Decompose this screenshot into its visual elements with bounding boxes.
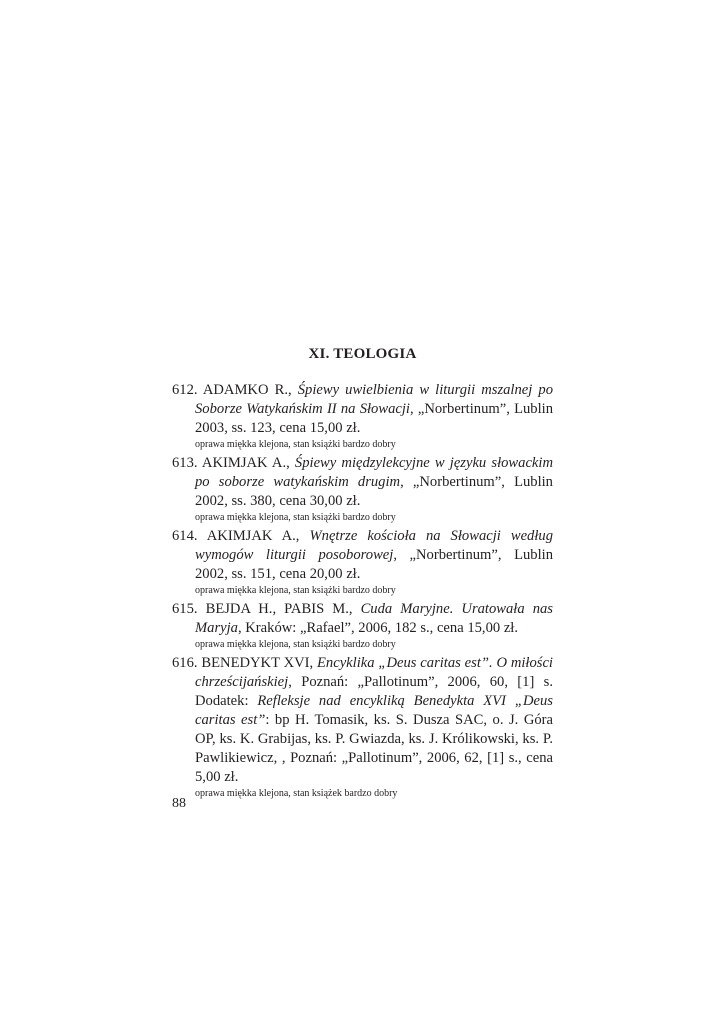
entry-note: oprawa miękka klejona, stan książki bardzo dobry — [195, 439, 396, 450]
catalog-entry — [172, 527, 553, 598]
entry-author: ADAMKO R., — [202, 382, 292, 398]
catalog-entry — [172, 654, 553, 801]
catalog-entry — [172, 600, 553, 652]
section-title: XI. TEOLOGIA — [308, 346, 417, 362]
entry-details: , „Norbertinum”, Lublin 2003, ss. 123, cena 15,00 zł. — [195, 401, 553, 436]
entry-details: , Kraków: „Rafael”, 2006, 182 s., cena 15,00 zł. — [237, 620, 519, 636]
entry-number: 615. — [172, 601, 198, 617]
entry-number: 612. — [172, 382, 198, 398]
entry-title: Encyklika „Deus caritas est”. O miłości chrześcijańskiej — [195, 655, 553, 690]
entry-number: 614. — [172, 528, 198, 544]
catalog-entries — [172, 381, 553, 803]
catalog-entry — [172, 454, 553, 525]
entry-details: , Poznań: „Pallotinum”, 2006, 60, [1] s. Dodatek: — [195, 674, 553, 709]
entry-title: Wnętrze kościoła na Słowacji według wymogów liturgii posoborowej — [195, 528, 553, 563]
entry-details: , „Norbertinum”, Lublin 2002, ss. 380, cena 30,00 zł. — [195, 474, 553, 509]
entry-text — [172, 654, 553, 787]
entry-note: oprawa miękka klejona, stan książek bardzo dobry — [195, 788, 398, 799]
entry-text — [172, 381, 553, 438]
entry-text — [172, 600, 553, 638]
page-number: 88 — [172, 796, 186, 811]
entry-number: 613. — [172, 455, 198, 471]
catalog-entry — [172, 381, 553, 452]
entry-author: BEJDA H., PABIS M., — [205, 601, 353, 617]
entry-supplement-details: : bp H. Tomasik, ks. S. Dusza SAC, o. J. Góra OP, ks. K. Grabijas, ks. P. Gwiazda, ks. J. Królikowski, ks. P. Pawlikiewicz, , Poznań: „Pallotinum”, 2006, 62, [1] s., cena 5,00 zł. — [195, 712, 553, 785]
entry-title: Cuda Maryjne. Uratowała nas Maryja — [195, 601, 553, 636]
entry-author: AKIMJAK A., — [201, 455, 290, 471]
entry-title: Śpiewy międzylekcyjne w języku słowackim po soborze watykańskim drugim — [195, 455, 553, 490]
entry-supplement-title: Refleksje nad encykliką Benedykta XVI „Deus caritas est” — [195, 693, 553, 728]
entry-title: Śpiewy uwielbienia w liturgii mszalnej po Soborze Watykańskim II na Słowacji — [195, 382, 553, 417]
entry-text — [172, 454, 553, 511]
entry-note: oprawa miękka klejona, stan książki bardzo dobry — [195, 512, 396, 523]
entry-text — [172, 527, 553, 584]
entry-note: oprawa miękka klejona, stan książki bardzo dobry — [195, 639, 396, 650]
entry-number: 616. — [172, 655, 198, 671]
entry-author: AKIMJAK A., — [206, 528, 300, 544]
entry-note: oprawa miękka klejona, stan książki bardzo dobry — [195, 585, 396, 596]
entry-author: BENEDYKT XVI, — [201, 655, 314, 671]
entry-details: , „Norbertinum”, Lublin 2002, ss. 151, cena 20,00 zł. — [195, 547, 553, 582]
